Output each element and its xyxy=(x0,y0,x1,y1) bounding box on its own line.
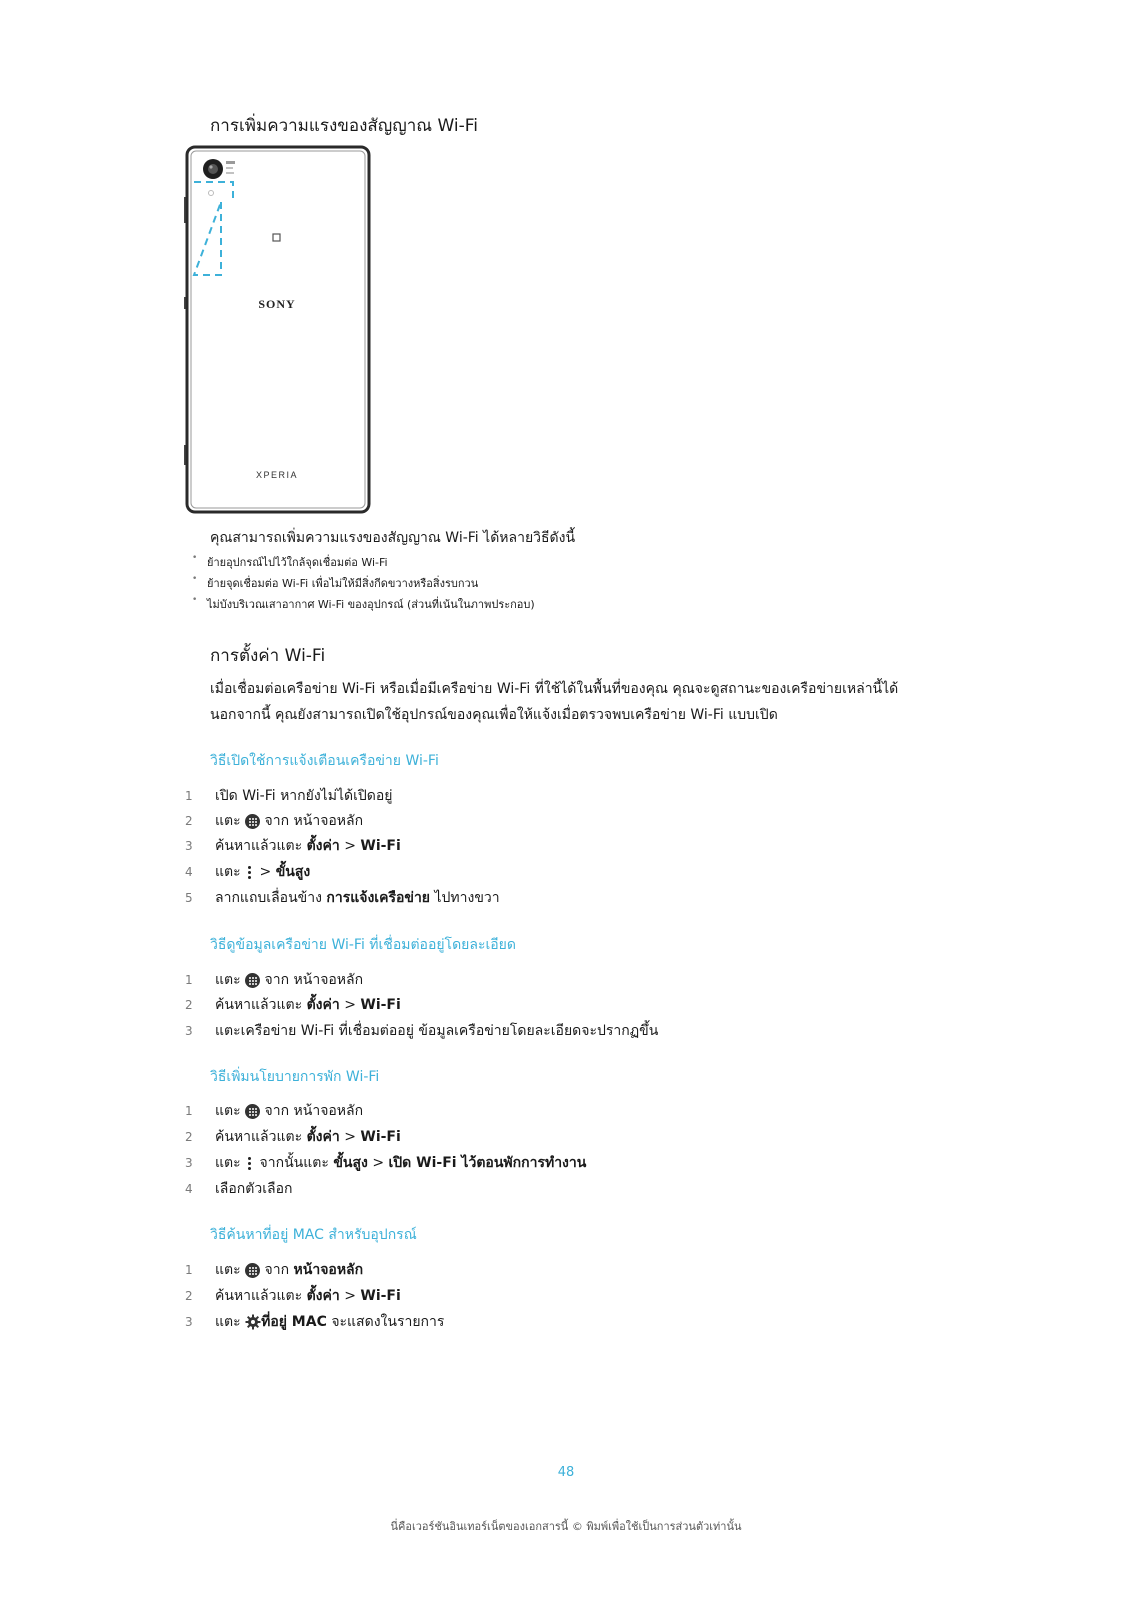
more-vertical-icon xyxy=(248,865,252,880)
procedure-step: 2 ค้นหาแล้วแตะ ตั้งค่า > Wi-Fi xyxy=(185,1288,401,1304)
procedure-step: 1 เปิด Wi-Fi หากยังไม่ได้เปิดอยู่ xyxy=(185,788,393,804)
apps-grid-icon xyxy=(245,1263,260,1278)
list-item: • ไม่บังบริเวณเสาอากาศ Wi-Fi ของอุปกรณ์ (ส่วนที่เน้นในภาพประกอบ) xyxy=(192,595,535,611)
procedure-title-mac-address: วิธีค้นหาที่อยู่ MAC สำหรับอุปกรณ์ xyxy=(210,1227,417,1243)
footer-note: นี่คือเวอร์ชันอินเทอร์เน็ตของเอกสารนี้ © พิมพ์เพื่อใช้เป็นการส่วนตัวเท่านั้น xyxy=(390,1520,742,1533)
wifi-strength-intro: คุณสามารถเพิ่มความแรงของสัญญาณ Wi-Fi ได้หลายวิธีดังนี้ xyxy=(210,530,576,546)
gear-icon xyxy=(245,1314,261,1330)
section-title-wifi-strength: การเพิ่มความแรงของสัญญาณ Wi-Fi xyxy=(210,116,479,136)
wifi-settings-paragraph-line2: นอกจากนี้ คุณยังสามารถเปิดใช้อุปกรณ์ของคุณเพื่อให้แจ้งเมื่อตรวจพบเครือข่าย Wi-Fi แบบเปิด xyxy=(210,707,778,723)
list-item: • ย้ายอุปกรณ์ไปไว้ใกล้จุดเชื่อมต่อ Wi-Fi xyxy=(192,553,388,569)
phone-model-logo: XPERIA xyxy=(255,470,299,480)
more-vertical-icon xyxy=(248,1156,252,1171)
wifi-settings-paragraph-line1: เมื่อเชื่อมต่อเครือข่าย Wi-Fi หรือเมื่อมีเครือข่าย Wi-Fi ที่ใช้ได้ในพื้นที่ของคุณ คุณจะดูสถานะของเครือข่ายเหล่านี้ได้ xyxy=(210,681,899,697)
apps-grid-icon xyxy=(245,1104,260,1119)
procedure-step: 3 ค้นหาแล้วแตะ ตั้งค่า > Wi-Fi xyxy=(185,838,401,854)
apps-grid-icon xyxy=(245,973,260,988)
procedure-step: 4 เลือกตัวเลือก xyxy=(185,1181,293,1197)
procedure-step: 1 แตะ จาก หน้าจอหลัก xyxy=(185,972,364,988)
procedure-title-network-notification: วิธีเปิดใช้การแจ้งเตือนเครือข่าย Wi-Fi xyxy=(210,753,439,769)
section-title-wifi-settings: การตั้งค่า Wi-Fi xyxy=(210,646,326,666)
phone-back-illustration xyxy=(184,145,372,515)
procedure-step: 3 แตะเครือข่าย Wi-Fi ที่เชื่อมต่ออยู่ ข้อมูลเครือข่ายโดยละเอียดจะปรากฏขึ้น xyxy=(185,1023,659,1039)
page-number: 48 xyxy=(557,1465,575,1480)
apps-grid-icon xyxy=(245,814,260,829)
procedure-step: 3 แตะ ที่อยู่ MAC จะแสดงในรายการ xyxy=(185,1314,445,1330)
procedure-title-network-details: วิธีดูข้อมูลเครือข่าย Wi-Fi ที่เชื่อมต่ออยู่โดยละเอียด xyxy=(210,937,516,953)
procedure-step: 1 แตะ จาก หน้าจอหลัก xyxy=(185,1262,364,1278)
procedure-step: 4 แตะ > ขั้นสูง xyxy=(185,864,311,880)
phone-brand-logo: SONY xyxy=(258,297,296,311)
list-item: • ย้ายจุดเชื่อมต่อ Wi-Fi เพื่อไม่ให้มีสิ่งกีดขวางหรือสิ่งรบกวน xyxy=(192,574,479,590)
procedure-step: 2 ค้นหาแล้วแตะ ตั้งค่า > Wi-Fi xyxy=(185,1129,401,1145)
procedure-step: 2 ค้นหาแล้วแตะ ตั้งค่า > Wi-Fi xyxy=(185,997,401,1013)
procedure-step: 2 แตะ จาก หน้าจอหลัก xyxy=(185,813,364,829)
procedure-step: 5 ลากแถบเลื่อนข้าง การแจ้งเครือข่าย ไปทางขวา xyxy=(185,890,500,906)
procedure-step: 1 แตะ จาก หน้าจอหลัก xyxy=(185,1103,364,1119)
procedure-step: 3 แตะ จากนั้นแตะ ขั้นสูง > เปิด Wi-Fi ไว้ตอนพักการทำงาน xyxy=(185,1155,587,1171)
procedure-title-sleep-policy: วิธีเพิ่มนโยบายการพัก Wi-Fi xyxy=(210,1069,380,1085)
